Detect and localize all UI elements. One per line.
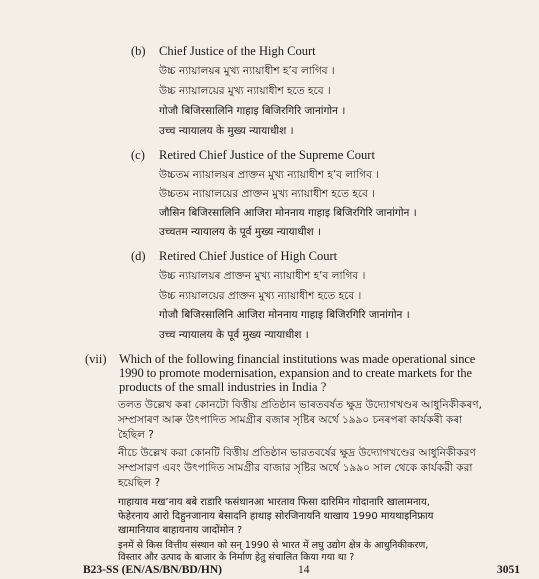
question-vii-english-line2: 1990 to promote modernisation, expansion and to create markets for the bbox=[119, 366, 472, 380]
question-vii-bengali-line1: নীচে উল্লেখ করা কোনটি বিত্তীয় প্রতিষ্ঠান ভারতবর্ষের ক্ষুদ্র উদ্যোগখণ্ডের আধুনিকীকরণ bbox=[118, 447, 476, 459]
option-b-hindi: उच्च न्यायालय के मुख्य न्यायाधीश । bbox=[159, 125, 294, 137]
question-vii-assamese-line3: হৈছিল ? bbox=[118, 429, 154, 441]
question-vii-english-line3: products of the small industries in India ? bbox=[119, 380, 327, 394]
option-d-bengali: উচ্চ ন্যায়ালয়ের প্রাক্তন মুখ্য ন্যায়াধীশ হতে হবে । bbox=[159, 290, 362, 302]
question-vii-hindi-line1: इनमें से किस वित्तीय संस्थान को सन् 1990 से भारत में लघु उद्योग क्षेत्र के आधुनिकीकरण, bbox=[118, 540, 429, 551]
option-c-hindi: उच्चतम न्यायालय के पूर्व मुख्य न्यायाधीश । bbox=[159, 226, 321, 238]
option-d-bodo: गोजौ बिजिरसालिनि आजिरा मोननाय गाहाइ बिजिरगिरि जानांगोन । bbox=[159, 309, 410, 321]
footer-booklet-number: 3051 bbox=[497, 564, 520, 576]
option-b-bodo: गोजौ बिजिरसालिनि गाहाइ बिजिरगिरि जानांगोन । bbox=[159, 105, 346, 117]
option-c-english: Retired Chief Justice of the Supreme Court bbox=[159, 148, 375, 162]
option-d-english: Retired Chief Justice of High Court bbox=[159, 249, 338, 263]
question-vii-bengali-line2: সম্প্রসারণ এবং উৎপাদিত সামগ্রীর বাজার সৃষ্টির অর্থে ১৯৯০ সাল থেকে কার্যকরী করা bbox=[118, 462, 473, 474]
question-vii-bodo-line1: गाहायाव मख’नाय बबे राडारि फसंथानआ भारताव फिसा दारिमिन गोदानारि खालामनाय, bbox=[118, 497, 430, 508]
option-d-assamese: উচ্চ ন্যায়ালয়ৰ প্ৰাক্তন মুখ্য ন্যায়াধীশ হ’ব লাগিব । bbox=[159, 270, 366, 282]
option-c-bengali: উচ্চতম ন্যায়ালয়ের প্রাক্তন মুখ্য ন্যায়াধীশ হতে হবে । bbox=[159, 188, 376, 200]
question-vii-assamese-line1: তলত উল্লেখ কৰা কোনটো বিত্তীয় প্ৰতিষ্ঠান ভাৰতবৰ্ষত ক্ষুদ্ৰ উদ্যোগখণ্ডৰ আধুনিকীকৰণ, bbox=[118, 399, 482, 411]
question-vii-english-line1: Which of the following financial institutions was made operational since bbox=[119, 352, 476, 366]
question-vii-bodo-line2: फेहेरनाय आरो दिहुनजानाय बेसादनि हाथाइ सोरजिनायनि थाखाय 1990 मायथाइनिफ्राय bbox=[118, 511, 434, 522]
question-vii-bengali-line3: হয়েছিল ? bbox=[118, 477, 161, 489]
question-vii-number: (vii) bbox=[85, 352, 107, 366]
question-vii-hindi-line2: विस्तार और उत्पाद के बाजार के निर्माण हेतु संचालित किया गया था ? bbox=[118, 552, 355, 563]
option-d-hindi: उच्च न्यायालय के पूर्व मुख्य न्यायाधीश । bbox=[159, 329, 309, 341]
option-b-label: (b) bbox=[131, 44, 146, 58]
option-b-bengali: উচ্চ ন্যায়ালয়ের মুখ্য ন্যায়াধীশ হতে হবে । bbox=[159, 85, 331, 97]
option-d-label: (d) bbox=[131, 249, 146, 263]
question-vii-bodo-line3: खामानियाव बाहायनाय जादोंमोन ? bbox=[118, 525, 243, 536]
option-b-assamese: উচ্চ ন্যায়ালয়ৰ মুখ্য ন্যায়াধীশ হ’ব লাগিব । bbox=[159, 65, 335, 77]
footer-page-number: 14 bbox=[298, 564, 310, 576]
footer-paper-code: B23-SS (EN/AS/BN/BD/HN) bbox=[83, 564, 222, 576]
question-vii-assamese-line2: সম্প্ৰসাৰণ আৰু উৎপাদিত সামগ্ৰীৰ বজাৰ সৃষ্টিৰ অৰ্থে ১৯৯০ চনৰপৰা কাৰ্যকৰী কৰা bbox=[118, 414, 463, 426]
option-c-label: (c) bbox=[131, 148, 145, 162]
option-c-bodo: जौसिन बिजिरसालिनि आजिरा मोननाय गाहाइ बिजिरगिरि जानांगोन । bbox=[159, 207, 417, 219]
option-c-assamese: উচ্চতম ন্যায়ালয়ৰ প্ৰাক্তন মুখ্য ন্যায়াধীশ হ’ব লাগিব । bbox=[159, 169, 380, 181]
option-b-english: Chief Justice of the High Court bbox=[159, 44, 316, 58]
